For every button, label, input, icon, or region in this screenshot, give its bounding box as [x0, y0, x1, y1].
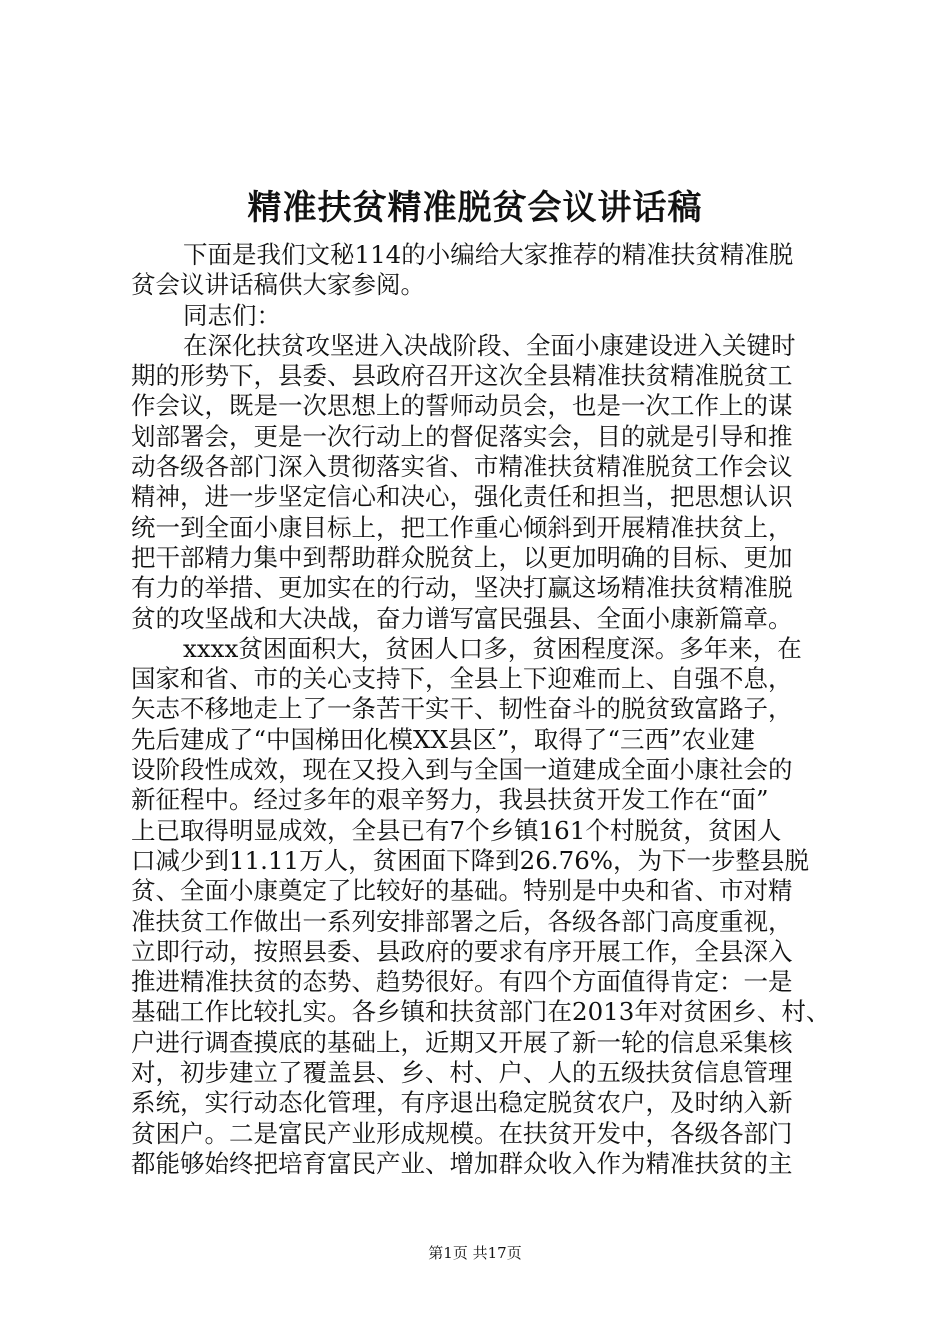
text-line: 先后建成了“中国梯田化模XX县区”，取得了“三西”农业建 [131, 724, 755, 754]
text-line: 准扶贫工作做出一系列安排部署之后，各级各部门高度重视， [131, 906, 793, 936]
text-line: 设阶段性成效，现在又投入到与全国一道建成全面小康社会的 [131, 755, 793, 785]
text-line: 划部署会，更是一次行动上的督促落实会，目的就是引导和推 [131, 421, 793, 451]
text-line: 统一到全面小康目标上，把工作重心倾斜到开展精准扶贫上， [131, 512, 793, 542]
text-line: 户进行调查摸底的基础上，近期又开展了新一轮的信息采集核 [131, 1027, 793, 1057]
text-line: 贫会议讲话稿供大家参阅。 [131, 270, 425, 300]
document-body [131, 240, 851, 1179]
document-title: 精准扶贫精准脱贫会议讲话稿 [247, 188, 703, 228]
text-line: 基础工作比较扎实。各乡镇和扶贫部门在2013年对贫困乡、村、 [131, 997, 831, 1027]
text-line: 贫的攻坚战和大决战，奋力谱写富民强县、全面小康新篇章。 [131, 603, 793, 633]
text-line: 下面是我们文秘114的小编给大家推荐的精准扶贫精准脱 [183, 240, 794, 269]
text-line: 口减少到11.11万人，贫困面下降到26.76%，为下一步整县脱 [131, 845, 810, 875]
text-line: 贫困户。二是富民产业形成规模。在扶贫开发中，各级各部门 [131, 1118, 793, 1148]
text-line: 都能够始终把培育富民产业、增加群众收入作为精准扶贫的主 [131, 1148, 793, 1178]
page-number-footer: 第1页 共17页 [428, 1244, 522, 1262]
text-line: 立即行动，按照县委、县政府的要求有序开展工作，全县深入 [131, 936, 793, 966]
text-line: 把干部精力集中到帮助群众脱贫上，以更加明确的目标、更加 [131, 542, 793, 572]
text-line: 对，初步建立了覆盖县、乡、村、户、人的五级扶贫信息管理 [131, 1058, 793, 1088]
text-line: 期的形势下，县委、县政府召开这次全县精准扶贫精准脱贫工 [131, 361, 793, 391]
text-line: 推进精准扶贫的态势、趋势很好。有四个方面值得肯定：一是 [131, 967, 793, 997]
text-line: 动各级各部门深入贯彻落实省、市精准扶贫精准脱贫工作会议 [131, 452, 793, 482]
text-line: 精神，进一步坚定信心和决心，强化责任和担当，把思想认识 [131, 482, 793, 512]
text-line: 同志们： [183, 300, 281, 330]
text-line: 有力的举措、更加实在的行动，坚决打赢这场精准扶贫精准脱 [131, 573, 793, 603]
text-line: 贫、全面小康奠定了比较好的基础。特别是中央和省、市对精 [131, 876, 793, 906]
text-line: 新征程中。经过多年的艰辛努力，我县扶贫开发工作在“面” [131, 785, 769, 815]
text-line: 系统，实行动态化管理，有序退出稳定脱贫农户，及时纳入新 [131, 1088, 793, 1118]
text-line: 国家和省、市的关心支持下，全县上下迎难而上、自强不息， [131, 664, 793, 694]
text-line: 作会议，既是一次思想上的誓师动员会，也是一次工作上的谋 [131, 391, 793, 421]
text-line: xxxx贫困面积大，贫困人口多，贫困程度深。多年来，在 [183, 633, 802, 663]
text-line: 上已取得明显成效，全县已有7个乡镇161个村脱贫，贫困人 [131, 815, 782, 845]
text-line: 矢志不移地走上了一条苦干实干、韧性奋斗的脱贫致富路子， [131, 694, 793, 724]
text-line: 在深化扶贫攻坚进入决战阶段、全面小康建设进入关键时 [183, 330, 796, 360]
